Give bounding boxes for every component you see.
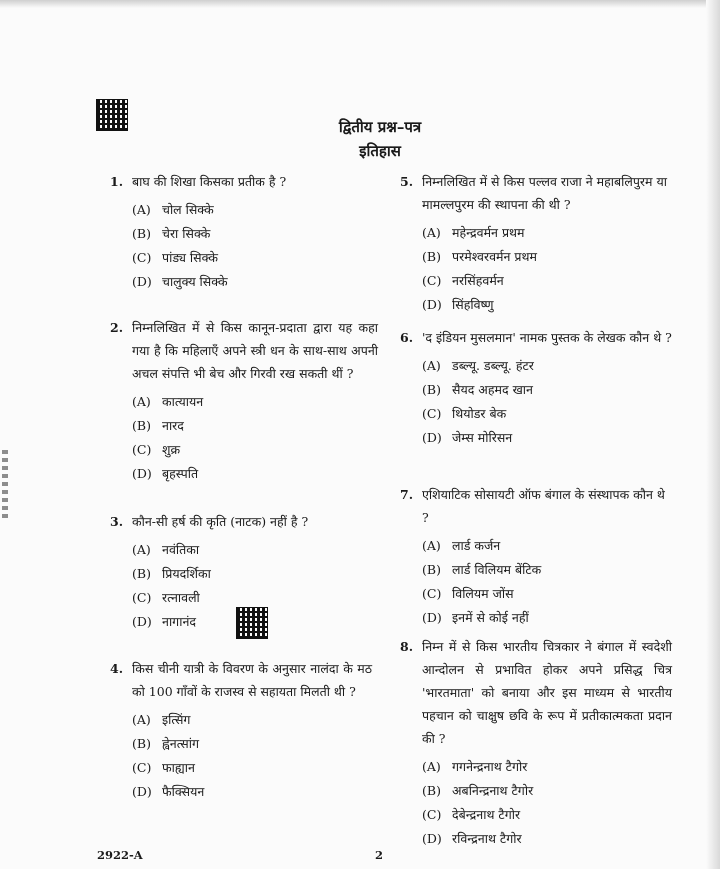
option-letter: (D) <box>422 830 442 846</box>
option-letter: (C) <box>132 589 152 605</box>
question-4 <box>110 657 372 803</box>
option-b <box>132 413 378 437</box>
option-text: बृहस्पति <box>162 465 199 481</box>
option-text: थियोडर बेक <box>452 405 507 421</box>
option-a <box>422 220 672 244</box>
option-a <box>132 197 370 221</box>
option-a <box>132 389 378 413</box>
option-letter: (D) <box>132 465 152 481</box>
question-text: कौन-सी हर्ष की कृति (नाटक) नहीं है ? <box>132 514 309 529</box>
option-text: लार्ड कर्जन <box>452 537 501 553</box>
option-text: डब्ल्यू. डब्ल्यू. हंटर <box>452 357 534 373</box>
option-b <box>422 244 672 268</box>
option-letter: (B) <box>422 248 441 264</box>
question-6 <box>400 326 672 449</box>
option-d <box>132 269 370 293</box>
question-number: 6. <box>400 330 414 345</box>
question-3 <box>110 510 370 633</box>
option-d <box>422 826 672 850</box>
option-letter: (A) <box>132 711 151 727</box>
option-text: नागानंद <box>162 613 197 629</box>
option-d <box>422 605 672 629</box>
option-letter: (C) <box>422 806 442 822</box>
option-text: सिंहविष्णु <box>452 296 494 312</box>
option-c <box>132 245 370 269</box>
option-letter: (A) <box>132 541 151 557</box>
option-text: रविन्द्रनाथ टैगोर <box>452 830 522 846</box>
option-text: नरसिंहवर्मन <box>452 272 504 288</box>
option-text: इत्सिंग <box>162 711 191 727</box>
question-2 <box>110 316 378 485</box>
option-text: अबनिन्द्रनाथ टैगोर <box>452 782 534 798</box>
option-letter: (A) <box>132 393 151 409</box>
option-d <box>132 461 378 485</box>
option-b <box>422 557 672 581</box>
option-d <box>422 292 672 316</box>
question-8 <box>400 635 672 850</box>
option-letter: (B) <box>132 225 151 241</box>
qr-code-icon <box>97 100 127 130</box>
question-text: किस चीनी यात्री के विवरण के अनुसार नालंदा के मठ को 100 गाँवों के राजस्व से सहायता मिलती थी ? <box>132 661 372 699</box>
option-text: परमेश्वरवर्मन प्रथम <box>452 248 537 264</box>
option-text: फाह्यान <box>162 759 195 775</box>
option-text: नारद <box>162 417 184 433</box>
option-b <box>132 221 370 245</box>
option-letter: (A) <box>422 224 441 240</box>
option-letter: (C) <box>422 585 442 601</box>
option-letter: (B) <box>132 565 151 581</box>
options-list <box>132 707 372 803</box>
options-list <box>422 353 672 449</box>
options-list <box>422 533 672 629</box>
option-a <box>422 353 672 377</box>
option-c <box>132 755 372 779</box>
question-text: एशियाटिक सोसायटी ऑफ बंगाल के संस्थापक कौन थे ? <box>422 487 665 525</box>
question-number: 1. <box>110 174 124 189</box>
question-5 <box>400 170 672 316</box>
option-letter: (C) <box>132 249 152 265</box>
option-text: प्रियदर्शिका <box>162 565 211 581</box>
option-a <box>132 537 370 561</box>
option-text: सैयद अहमद खान <box>452 381 533 397</box>
option-text: विलियम जोंस <box>452 585 514 601</box>
subject-title: इतिहास <box>359 142 401 160</box>
option-text: कात्यायन <box>162 393 204 409</box>
option-letter: (A) <box>422 357 441 373</box>
option-text: पांड्य सिक्के <box>162 249 218 265</box>
option-letter: (C) <box>132 759 152 775</box>
option-letter: (C) <box>422 272 442 288</box>
option-letter: (D) <box>132 613 152 629</box>
question-number: 5. <box>400 174 414 189</box>
scan-edge-right <box>706 0 720 869</box>
option-c <box>132 437 378 461</box>
option-text: चेरा सिक्के <box>162 225 211 241</box>
option-letter: (D) <box>422 609 442 625</box>
question-number: 4. <box>110 661 124 676</box>
option-letter: (D) <box>132 783 152 799</box>
question-number: 8. <box>400 639 414 654</box>
option-text: फैक्सियन <box>162 783 205 799</box>
option-d <box>132 609 370 633</box>
option-a <box>422 533 672 557</box>
option-letter: (C) <box>132 441 152 457</box>
option-letter: (A) <box>132 201 151 217</box>
question-number: 3. <box>110 514 124 529</box>
option-letter: (D) <box>132 273 152 289</box>
option-text: महेन्द्रवर्मन प्रथम <box>452 224 525 240</box>
question-number: 2. <box>110 320 124 335</box>
binder-mark <box>2 450 8 520</box>
option-text: चालुक्य सिक्के <box>162 273 228 289</box>
option-c <box>422 268 672 292</box>
option-text: लार्ड विलियम बेंटिक <box>452 561 542 577</box>
option-text: चोल सिक्के <box>162 201 214 217</box>
option-text: इनमें से कोई नहीं <box>452 609 529 625</box>
question-text: बाघ की शिखा किसका प्रतीक है ? <box>132 174 287 189</box>
option-b <box>132 731 372 755</box>
question-text: 'द इंडियन मुसलमान' नामक पुस्तक के लेखक कौन थे ? <box>422 330 672 345</box>
option-letter: (B) <box>132 417 151 433</box>
option-letter: (B) <box>422 561 441 577</box>
option-a <box>132 707 372 731</box>
question-1 <box>110 170 370 293</box>
option-d <box>132 779 372 803</box>
option-text: ह्वेनत्सांग <box>162 735 200 751</box>
option-letter: (A) <box>422 758 441 774</box>
option-letter: (B) <box>132 735 151 751</box>
question-text: निम्नलिखित में से किस पल्लव राजा ने महाबलिपुरम या मामल्लपुरम की स्थापना की थी ? <box>422 174 667 212</box>
option-a <box>422 754 672 778</box>
page-number: 2 <box>375 848 384 862</box>
question-text: निम्न में से किस भारतीय चित्रकार ने बंगाल में स्वदेशी आन्दोलन से प्रभावित होकर अपने प्रसिद्ध चित्र 'भारतमाता' को बनाया और इस माध्यम से भारतीय पहचान को चाक्षुष छवि के रूप में प्रतीकात्मकता प्रदान की ? <box>422 639 672 746</box>
paper-title: द्वितीय प्रश्न–पत्र <box>338 118 422 136</box>
option-c <box>422 401 672 425</box>
options-list <box>132 389 378 485</box>
option-d <box>422 425 672 449</box>
option-letter: (C) <box>422 405 442 421</box>
option-c <box>422 802 672 826</box>
option-letter: (B) <box>422 782 441 798</box>
option-c <box>132 585 370 609</box>
booklet-code: 2922-A <box>97 848 143 862</box>
options-list <box>422 754 672 850</box>
options-list <box>422 220 672 316</box>
question-number: 7. <box>400 487 414 502</box>
option-letter: (B) <box>422 381 441 397</box>
option-text: गगनेन्द्रनाथ टैगोर <box>452 758 528 774</box>
scan-edge-top <box>0 0 720 8</box>
question-text: निम्नलिखित में से किस कानून-प्रदाता द्वारा यह कहा गया है कि महिलाएँ अपने स्त्री धन के साथ-साथ अपनी अचल संपत्ति भी बेच और गिरवी रख सकती थीं ? <box>132 320 378 381</box>
question-7 <box>400 483 672 629</box>
option-b <box>422 377 672 401</box>
option-text: रत्नावली <box>162 589 200 605</box>
options-list <box>132 197 370 293</box>
option-text: नवंतिका <box>162 541 200 557</box>
option-letter: (D) <box>422 296 442 312</box>
option-text: शुक्र <box>162 441 181 457</box>
option-text: देबेन्द्रनाथ टैगोर <box>452 806 521 822</box>
option-text: जेम्स मोरिसन <box>452 429 513 445</box>
option-letter: (D) <box>422 429 442 445</box>
option-letter: (A) <box>422 537 441 553</box>
option-c <box>422 581 672 605</box>
options-list <box>132 537 370 633</box>
option-b <box>422 778 672 802</box>
option-b <box>132 561 370 585</box>
